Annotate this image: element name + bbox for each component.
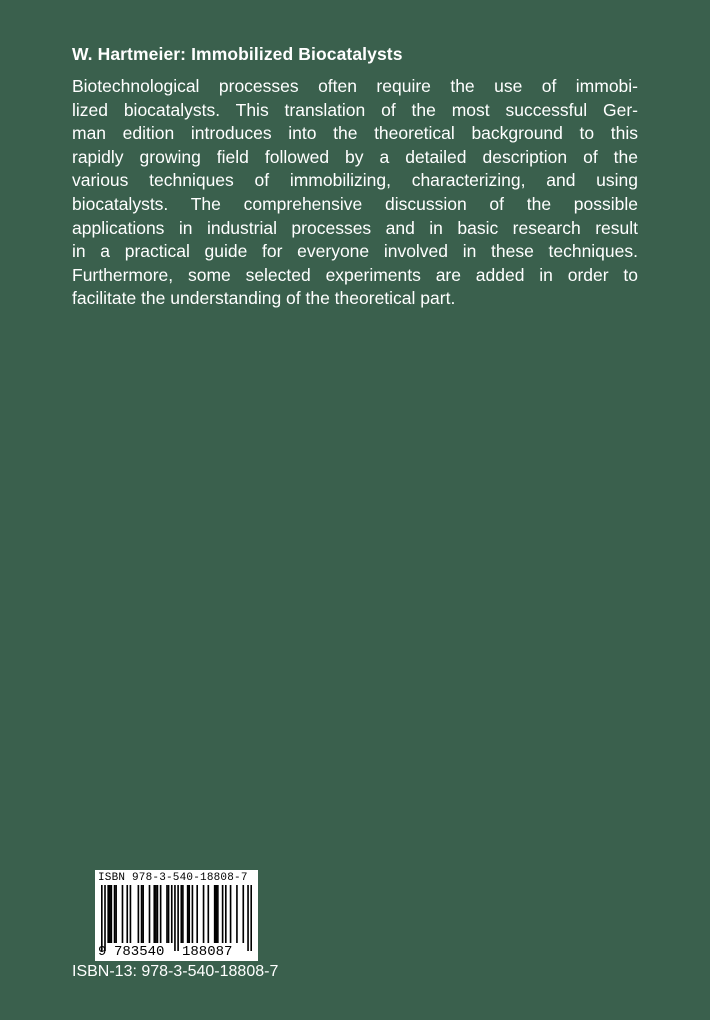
barcode-bar xyxy=(138,885,140,943)
ean-right-group: 188087 xyxy=(182,944,233,960)
barcode-bar xyxy=(157,885,159,943)
description-line: lized biocatalysts. This translation of the most successful Ger- xyxy=(72,99,638,120)
barcode-isbn-text: ISBN 978-3-540-18808-7 xyxy=(98,872,248,884)
barcode-bar xyxy=(149,885,151,943)
ean-digits xyxy=(95,944,258,960)
description-line: applications in industrial processes and in basic research result xyxy=(72,217,638,238)
barcode-bar xyxy=(122,885,124,943)
barcode-bar xyxy=(171,885,173,943)
barcode-label xyxy=(95,870,258,961)
barcode-bar xyxy=(207,885,209,943)
barcode-bar xyxy=(168,885,170,943)
barcode-bar xyxy=(222,885,224,943)
ean-left-group: 783540 xyxy=(114,944,165,960)
description-line: biocatalysts. The comprehensive discussion of the possible xyxy=(72,193,638,214)
barcode-bar xyxy=(203,885,205,943)
barcode-bar xyxy=(242,885,244,943)
barcode-bar xyxy=(166,885,168,943)
barcode-bar xyxy=(196,885,198,943)
barcode-bar xyxy=(155,885,157,943)
ean-first-digit: 9 xyxy=(98,944,107,960)
barcode-bar xyxy=(130,885,132,943)
barcode-bar xyxy=(153,885,155,943)
barcode-bar xyxy=(126,885,128,943)
barcode-bar xyxy=(250,885,252,951)
barcode-bar xyxy=(214,885,216,943)
barcode-bar xyxy=(230,885,232,943)
barcode-bar xyxy=(111,885,113,943)
description-line: Furthermore, some selected experiments are added in order to xyxy=(72,264,638,285)
isbn13-text: ISBN-13: 978-3-540-18808-7 xyxy=(72,963,279,980)
barcode-bar xyxy=(142,885,144,943)
barcode-icon xyxy=(101,885,252,951)
barcode-bar xyxy=(104,885,106,951)
barcode-bar xyxy=(160,885,162,943)
book-description xyxy=(72,75,638,311)
description-line: Biotechnological processes often require the use of immobi- xyxy=(72,76,638,96)
barcode-bar xyxy=(192,885,194,943)
description-line: rapidly growing field followed by a detailed description of the xyxy=(72,146,638,167)
barcode-bar xyxy=(182,885,184,943)
barcode-bar xyxy=(177,885,179,951)
barcode-bar xyxy=(236,885,238,943)
book-title-heading: W. Hartmeier: Immobilized Biocatalysts xyxy=(72,44,403,64)
barcode-bar xyxy=(101,885,103,951)
barcode-bar xyxy=(187,885,189,943)
barcode-bar xyxy=(141,885,143,943)
barcode-bar xyxy=(188,885,190,943)
description-line: in a practical guide for everyone involved in these techniques. xyxy=(72,241,638,262)
barcode-bar xyxy=(114,885,116,943)
barcode-bar xyxy=(247,885,249,951)
barcode-bar xyxy=(107,885,109,943)
barcode-bar xyxy=(115,885,117,943)
barcode-bar xyxy=(217,885,219,943)
barcode-bar xyxy=(109,885,111,943)
barcode-bar xyxy=(174,885,176,951)
barcode-bar xyxy=(215,885,217,943)
description-line: facilitate the understanding of the theoretical part. xyxy=(72,288,456,309)
description-line: various techniques of immobilizing, characterizing, and using xyxy=(72,170,638,191)
description-line: man edition introduces into the theoretical background to this xyxy=(72,123,638,144)
barcode-bar xyxy=(225,885,227,943)
barcode-bar xyxy=(180,885,182,943)
